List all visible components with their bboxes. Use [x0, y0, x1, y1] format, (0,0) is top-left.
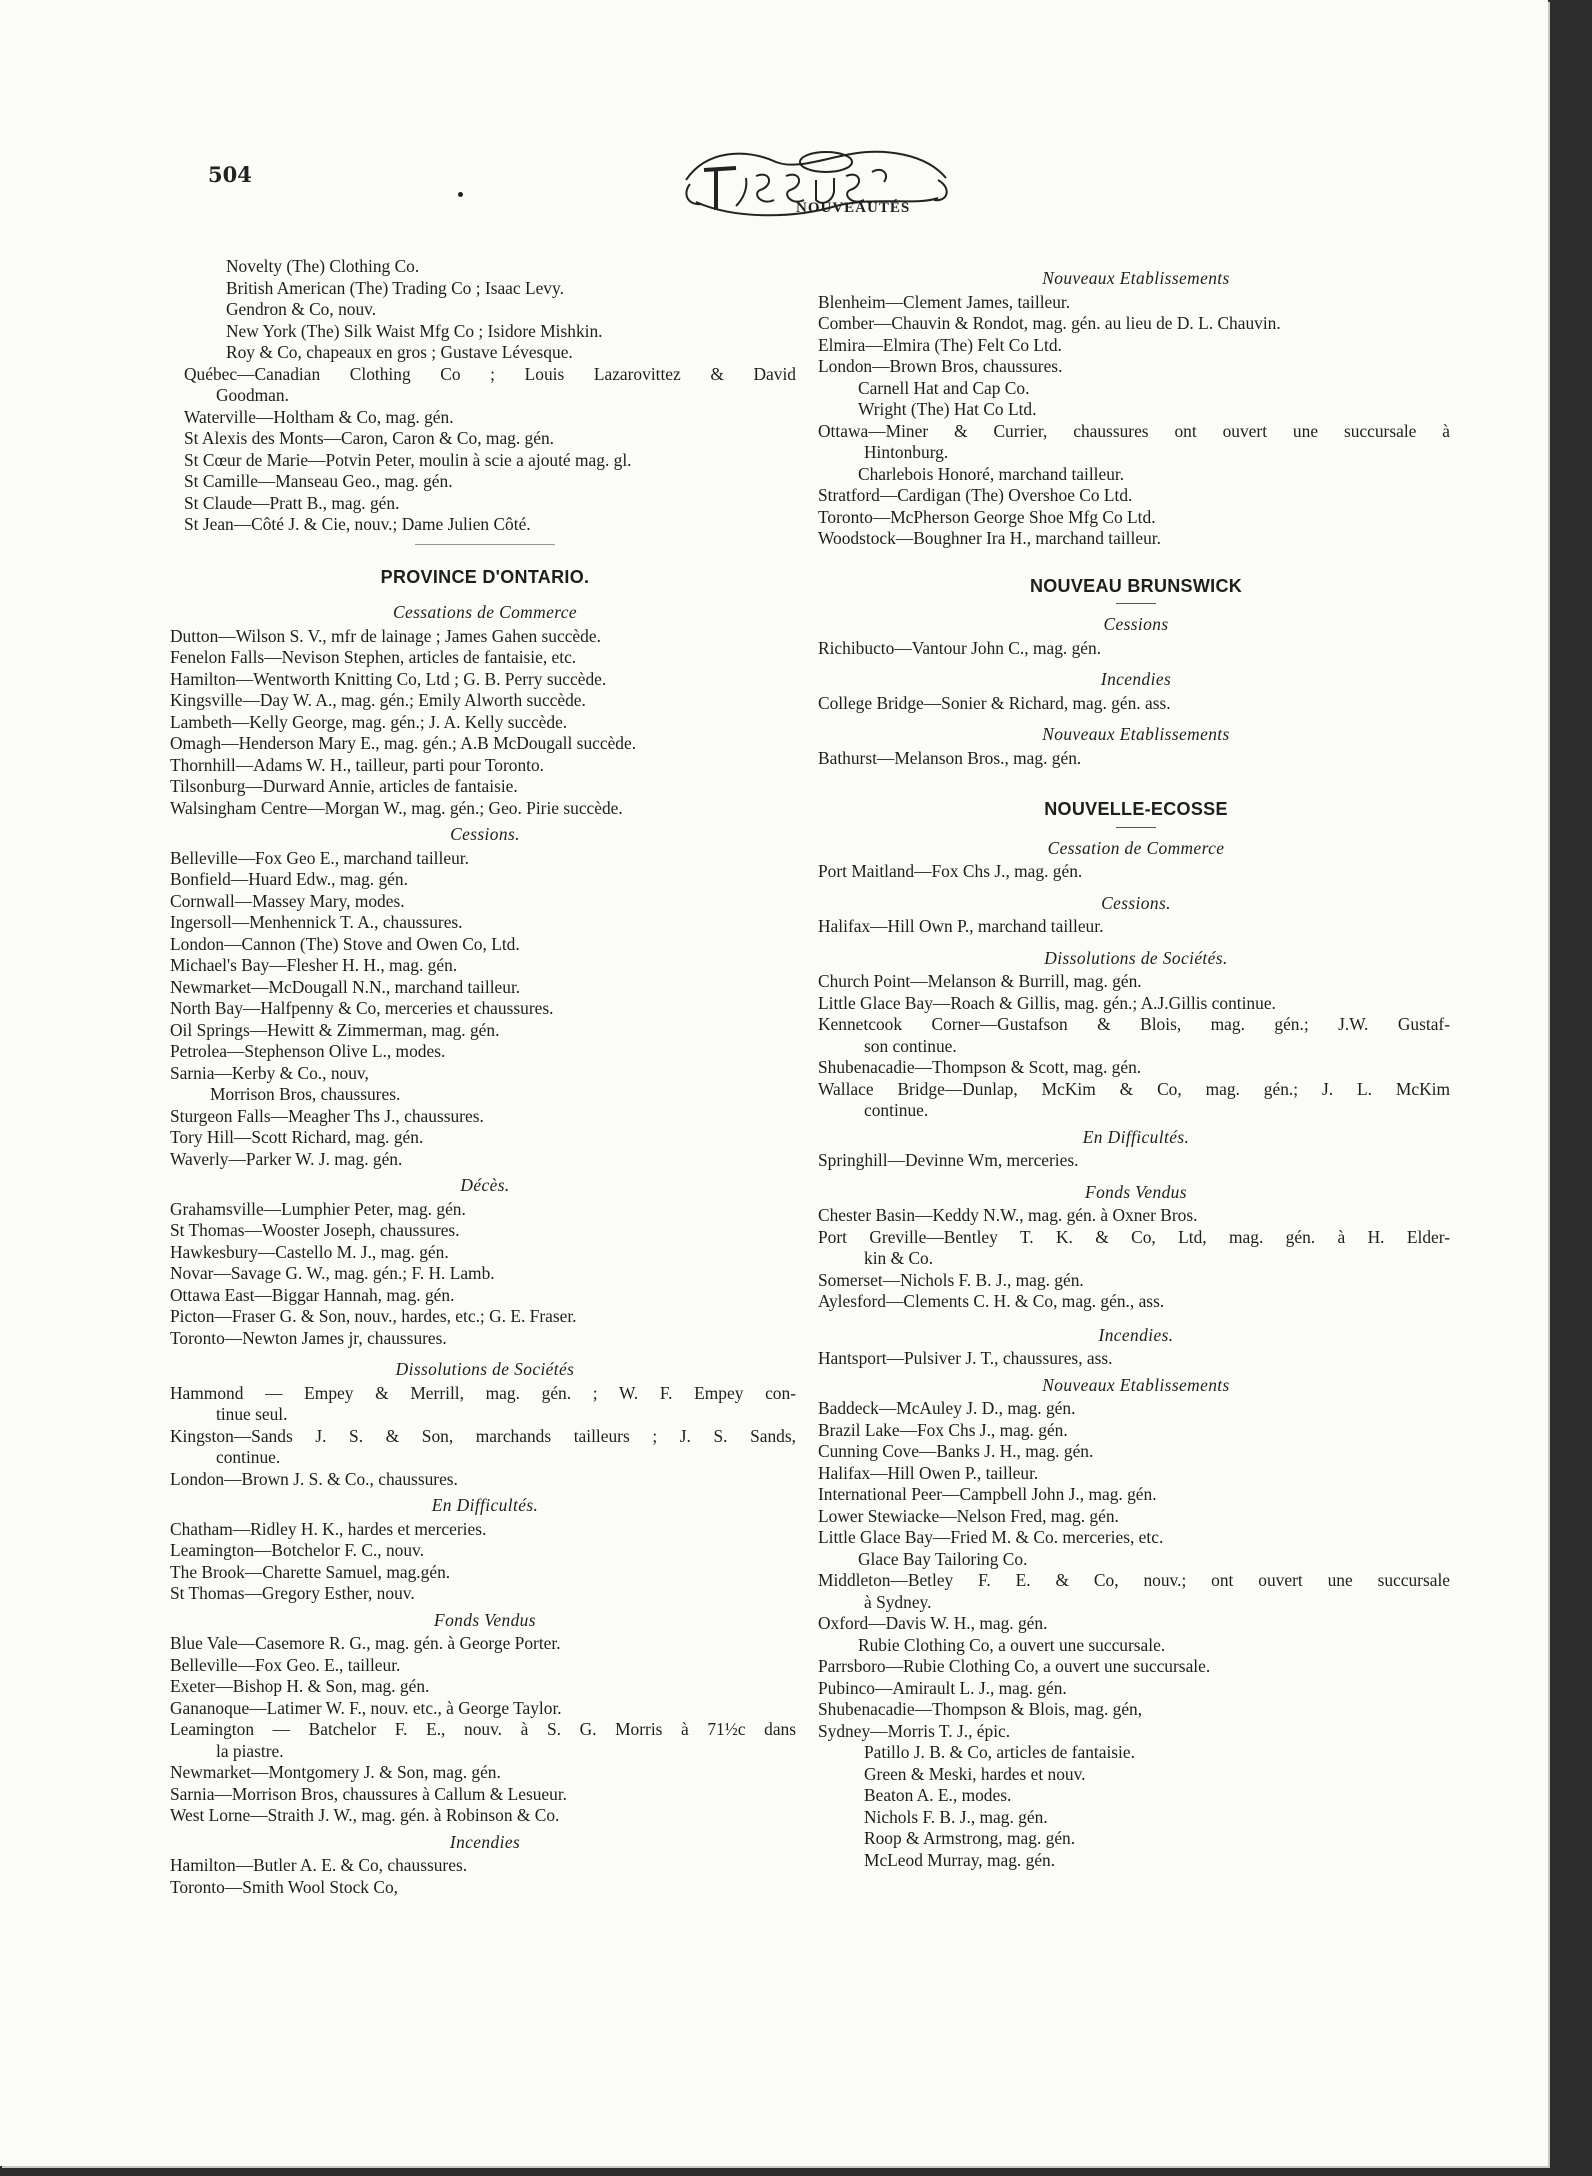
- list-item: Gendron & Co, nouv.: [226, 299, 377, 319]
- list-item: Hammond — Empey & Merrill, mag. gén. ; W. F. Empey con-: [170, 1382, 796, 1403]
- right-column: [818, 268, 1454, 1871]
- subsection-title: Nouveaux Etablissements: [1042, 1374, 1230, 1395]
- list-item: Springhill—Devinne Wm, merceries.: [818, 1150, 1079, 1170]
- section-divider: [1116, 827, 1156, 828]
- list-item: Hawkesbury—Castello M. J., mag. gén.: [170, 1241, 449, 1262]
- list-item: London—Brown Bros, chaussures.: [818, 356, 1063, 376]
- list-item: Elmira—Elmira (The) Felt Co Ltd.: [818, 334, 1062, 355]
- list-item: Church Point—Melanson & Burrill, mag. gén.: [818, 971, 1142, 991]
- section-divider: [1116, 603, 1156, 604]
- list-item: St Thomas—Gregory Esther, nouv.: [170, 1583, 415, 1603]
- list-item: Port Maitland—Fox Chs J., mag. gén.: [818, 861, 1083, 881]
- list-item: Halifax—Hill Own P., marchand tailleur.: [818, 916, 1104, 936]
- list-item: Sarnia—Morrison Bros, chaussures à Callum & Lesueur.: [170, 1783, 568, 1804]
- list-item: London—Brown J. S. & Co., chaussures.: [170, 1468, 458, 1489]
- list-item: Kingston—Sands J. S. & Son, marchands tailleurs ; J. S. Sands,: [170, 1425, 796, 1446]
- list-item: Blenheim—Clement James, tailleur.: [818, 291, 1071, 312]
- tissus-nouveautes-logo: [676, 140, 956, 226]
- list-item: Pubinco—Amirault L. J., mag. gén.: [818, 1677, 1067, 1698]
- list-item: Toronto—Newton James jr, chaussures.: [170, 1327, 447, 1348]
- list-item: Newmarket—McDougall N.N., marchand tailleur.: [170, 976, 521, 997]
- list-item: Brazil Lake—Fox Chs J., mag. gén.: [818, 1419, 1068, 1440]
- ink-dot: [458, 192, 463, 197]
- list-item: Shubenacadie—Thompson & Blois, mag. gén,: [818, 1699, 1143, 1719]
- subsection-title: Dissolutions de Sociétés.: [1044, 947, 1228, 968]
- list-item: Richibucto—Vantour John C., mag. gén.: [818, 637, 1102, 658]
- list-item-continuation: tinue seul.: [216, 1404, 288, 1424]
- list-item: Leamington — Batchelor F. E., nouv. à S. G. Morris à 71½c dans: [170, 1719, 796, 1739]
- list-item: Hamilton—Butler A. E. & Co, chaussures.: [170, 1855, 468, 1875]
- section-title-nouvelle-ecosse: NOUVELLE-ECOSSE: [1044, 799, 1228, 819]
- list-item: Cunning Cove—Banks J. H., mag. gén.: [818, 1441, 1094, 1461]
- list-item: Wallace Bridge—Dunlap, McKim & Co, mag. gén.; J. L. McKim: [818, 1078, 1450, 1099]
- list-item: Blue Vale—Casemore R. G., mag. gén. à George Porter.: [170, 1633, 561, 1653]
- list-item-continuation: Glace Bay Tailoring Co.: [858, 1548, 1028, 1569]
- list-item: Waverly—Parker W. J. mag. gén.: [170, 1148, 403, 1169]
- list-item-continuation: la piastre.: [216, 1740, 284, 1761]
- list-item-continuation: continue.: [864, 1100, 929, 1120]
- section-title-nouveau-brunswick: NOUVEAU BRUNSWICK: [1029, 575, 1243, 596]
- subsection-title: Dissolutions de Sociétés: [395, 1359, 575, 1379]
- list-item: Halifax—Hill Owen P., tailleur.: [818, 1462, 1039, 1483]
- list-item-continuation: Morrison Bros, chaussures.: [210, 1084, 401, 1104]
- subsection-title: Cessions.: [450, 824, 520, 844]
- list-item: Bathurst—Melanson Bros., mag. gén.: [818, 747, 1082, 768]
- list-item: West Lorne—Straith J. W., mag. gén. à Robinson & Co.: [170, 1805, 560, 1825]
- list-item-continuation: continue.: [216, 1447, 281, 1467]
- list-item: Gananoque—Latimer W. F., nouv. etc., à George Taylor.: [170, 1697, 562, 1718]
- list-item: Cornwall—Massey Mary, modes.: [170, 890, 405, 911]
- subsection-title: Cessation de Commerce: [1047, 837, 1225, 858]
- list-item-continuation: Wright (The) Hat Co Ltd.: [858, 399, 1037, 419]
- page-number: 504: [208, 162, 252, 187]
- list-item: Dutton—Wilson S. V., mfr de lainage ; James Gahen succède.: [170, 625, 601, 646]
- list-item: Woodstock—Boughner Ira H., marchand tailleur.: [818, 528, 1161, 548]
- list-item: Parrsboro—Rubie Clothing Co, a ouvert une succursale.: [818, 1656, 1211, 1676]
- list-item: Toronto—McPherson George Shoe Mfg Co Ltd.: [818, 506, 1156, 527]
- list-item: Ottawa East—Biggar Hannah, mag. gén.: [170, 1284, 455, 1305]
- left-column: [170, 256, 800, 1898]
- list-item: The Brook—Charette Samuel, mag.gén.: [170, 1561, 451, 1582]
- list-item: Novelty (The) Clothing Co.: [226, 256, 420, 276]
- list-item: Middleton—Betley F. E. & Co, nouv.; ont ouvert une succursale: [818, 1570, 1450, 1590]
- list-item: Exeter—Bishop H. & Son, mag. gén.: [170, 1676, 430, 1696]
- section-title-ontario: PROVINCE D'ONTARIO.: [380, 566, 590, 587]
- list-item: Oxford—Davis W. H., mag. gén.: [818, 1613, 1048, 1633]
- list-item: International Peer—Campbell John J., mag. gén.: [818, 1484, 1157, 1504]
- list-item: Shubenacadie—Thompson & Scott, mag. gén.: [818, 1057, 1142, 1077]
- list-item: Sturgeon Falls—Meagher Ths J., chaussures.: [170, 1105, 484, 1126]
- list-item: Novar—Savage G. W., mag. gén.; F. H. Lamb.: [170, 1263, 495, 1283]
- list-item: Toronto—Smith Wool Stock Co,: [170, 1876, 398, 1897]
- list-item-continuation: Patillo J. B. & Co, articles de fantaisie.: [864, 1742, 1135, 1762]
- list-item: Walsingham Centre—Morgan W., mag. gén.; Geo. Pirie succède.: [170, 797, 623, 818]
- list-item-continuation: kin & Co.: [864, 1248, 934, 1268]
- list-item: St Claude—Pratt B., mag. gén.: [184, 492, 400, 513]
- list-item-continuation: Roop & Armstrong, mag. gén.: [864, 1828, 1076, 1848]
- list-item: Little Glace Bay—Fried M. & Co. merceries, etc.: [818, 1527, 1164, 1547]
- list-item: Tilsonburg—Durward Annie, articles de fantaisie.: [170, 776, 518, 796]
- list-item: Belleville—Fox Geo E., marchand tailleur.: [170, 847, 469, 868]
- svg-text:NOUVEAUTÉS: NOUVEAUTÉS: [796, 200, 911, 216]
- subsection-title: Incendies: [1100, 669, 1172, 689]
- list-item: Bonfield—Huard Edw., mag. gén.: [170, 869, 408, 889]
- list-item: Chatham—Ridley H. K., hardes et merceries.: [170, 1518, 487, 1539]
- list-item: Michael's Bay—Flesher H. H., mag. gén.: [170, 955, 458, 975]
- list-item: Chester Basin—Keddy N.W., mag. gén. à Oxner Bros.: [818, 1205, 1198, 1225]
- list-item: St Jean—Côté J. & Cie, nouv.; Dame Julien Côté.: [184, 514, 531, 534]
- list-item: St Thomas—Wooster Joseph, chaussures.: [170, 1220, 460, 1240]
- list-item: New York (The) Silk Waist Mfg Co ; Isidore Mishkin.: [226, 320, 603, 341]
- list-item: London—Cannon (The) Stove and Owen Co, Ltd.: [170, 933, 520, 954]
- list-item: Ottawa—Miner & Currier, chaussures ont ouvert une succursale à: [818, 420, 1450, 441]
- list-item: Belleville—Fox Geo. E., tailleur.: [170, 1654, 401, 1675]
- list-item-continuation: son continue.: [864, 1035, 957, 1056]
- list-item: Québec—Canadian Clothing Co ; Louis Lazarovittez & David: [184, 363, 796, 384]
- list-item: Grahamsville—Lumphier Peter, mag. gén.: [170, 1198, 466, 1219]
- list-item: Picton—Fraser G. & Son, nouv., hardes, etc.; G. E. Fraser.: [170, 1306, 577, 1326]
- list-item-continuation: Charlebois Honoré, marchand tailleur.: [858, 463, 1125, 484]
- list-item: Port Greville—Bentley T. K. & Co, Ltd, mag. gén. à H. Elder-: [818, 1226, 1450, 1247]
- list-item: Omagh—Henderson Mary E., mag. gén.; A.B McDougall succède.: [170, 733, 637, 753]
- subsection-title: Fonds Vendus: [434, 1609, 536, 1630]
- list-item: Lower Stewiacke—Nelson Fred, mag. gén.: [818, 1505, 1119, 1526]
- list-item: Fenelon Falls—Nevison Stephen, articles de fantaisie, etc.: [170, 647, 577, 667]
- list-item: Leamington—Botchelor F. C., nouv.: [170, 1540, 424, 1560]
- list-item: North Bay—Halfpenny & Co, merceries et chaussures.: [170, 998, 554, 1018]
- list-item-continuation: Goodman.: [216, 385, 289, 405]
- list-item: Comber—Chauvin & Rondot, mag. gén. au lieu de D. L. Chauvin.: [818, 313, 1281, 333]
- section-divider: [415, 544, 555, 545]
- subsection-title: Cessions: [1103, 614, 1169, 634]
- list-item: Waterville—Holtham & Co, mag. gén.: [184, 406, 454, 427]
- list-item: Lambeth—Kelly George, mag. gén.; J. A. Kelly succède.: [170, 711, 568, 732]
- list-item-continuation: McLeod Murray, mag. gén.: [864, 1849, 1056, 1870]
- subsection-title: Cessions.: [1101, 892, 1171, 913]
- list-item-continuation: Hintonburg.: [864, 442, 949, 462]
- list-item: British American (The) Trading Co ; Isaac Levy.: [226, 277, 564, 298]
- subsection-title: En Difficultés.: [1082, 1126, 1190, 1147]
- subsection-title: Nouveaux Etablissements: [1042, 268, 1230, 288]
- list-item: Sarnia—Kerby & Co., nouv,: [170, 1062, 369, 1083]
- list-item: Kingsville—Day W. A., mag. gén.; Emily Alworth succède.: [170, 690, 586, 710]
- list-item-continuation: Green & Meski, hardes et nouv.: [864, 1763, 1086, 1784]
- list-item: Little Glace Bay—Roach & Gillis, mag. gén.; A.J.Gillis continue.: [818, 992, 1276, 1013]
- subsection-title: Fonds Vendus: [1085, 1181, 1187, 1202]
- list-item-continuation: Carnell Hat and Cap Co.: [858, 377, 1030, 398]
- list-item: Oil Springs—Hewitt & Zimmerman, mag. gén.: [170, 1019, 500, 1040]
- list-item-continuation: Beaton A. E., modes.: [864, 1785, 1012, 1805]
- list-item: Sydney—Morris T. J., épic.: [818, 1720, 1011, 1741]
- subsection-title: Incendies: [449, 1831, 521, 1852]
- subsection-title: Décès.: [460, 1175, 510, 1195]
- list-item: Newmarket—Montgomery J. & Son, mag. gén.: [170, 1762, 501, 1782]
- list-item: Aylesford—Clements C. H. & Co, mag. gén., ass.: [818, 1291, 1165, 1311]
- list-item: St Camille—Manseau Geo., mag. gén.: [184, 471, 453, 491]
- list-item: Somerset—Nichols F. B. J., mag. gén.: [818, 1269, 1084, 1290]
- subsection-title: Nouveaux Etablissements: [1042, 724, 1230, 744]
- list-item: Hamilton—Wentworth Knitting Co, Ltd ; G. B. Perry succède.: [170, 668, 607, 689]
- subsection-title: Cessations de Commerce: [393, 602, 577, 622]
- list-item: College Bridge—Sonier & Richard, mag. gén. ass.: [818, 692, 1171, 713]
- list-item: Petrolea—Stephenson Olive L., modes.: [170, 1041, 446, 1061]
- subsection-title: Incendies.: [1098, 1324, 1174, 1345]
- list-item: Hantsport—Pulsiver J. T., chaussures, ass.: [818, 1348, 1113, 1368]
- list-item: St Cœur de Marie—Potvin Peter, moulin à scie a ajouté mag. gl.: [184, 449, 632, 470]
- list-item: Tory Hill—Scott Richard, mag. gén.: [170, 1127, 424, 1147]
- list-item: Kennetcook Corner—Gustafson & Blois, mag. gén.; J.W. Gustaf-: [818, 1014, 1450, 1034]
- list-item: Stratford—Cardigan (The) Overshoe Co Ltd.: [818, 485, 1133, 505]
- list-item-continuation: à Sydney.: [864, 1591, 932, 1612]
- list-item-continuation: Rubie Clothing Co, a ouvert une succursale.: [858, 1634, 1166, 1655]
- list-item: Baddeck—McAuley J. D., mag. gén.: [818, 1398, 1076, 1418]
- list-item: Thornhill—Adams W. H., tailleur, parti pour Toronto.: [170, 754, 545, 775]
- list-item: St Alexis des Monts—Caron, Caron & Co, mag. gén.: [184, 428, 555, 448]
- list-item: Ingersoll—Menhennick T. A., chaussures.: [170, 912, 463, 932]
- list-item: Roy & Co, chapeaux en gros ; Gustave Lévesque.: [226, 342, 573, 362]
- subsection-title: En Difficultés.: [431, 1495, 539, 1515]
- list-item-continuation: Nichols F. B. J., mag. gén.: [864, 1806, 1048, 1827]
